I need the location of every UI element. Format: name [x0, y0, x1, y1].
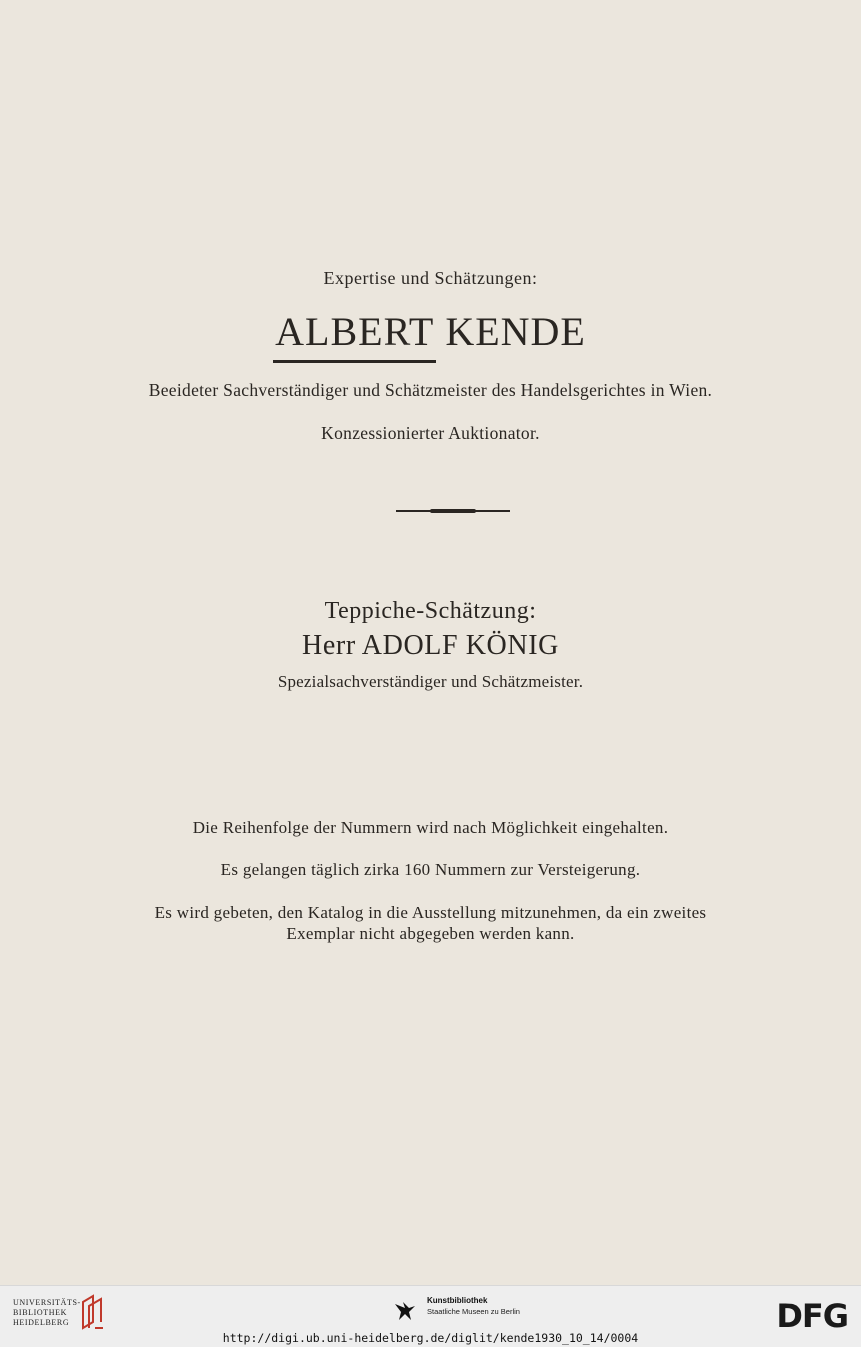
order-note: Die Reihenfolge der Nummern wird nach Möglichkeit eingehalten. [192, 818, 669, 837]
university-library-label [13, 1298, 81, 1328]
carpet-expert-role: Spezialsachverständiger und Schätzmeister. [277, 672, 584, 691]
kunstbibliothek-title: Kunstbibliothek [427, 1296, 488, 1305]
daily-lots-note: Es gelangen täglich zirka 160 Nummern zur Versteigerung. [220, 860, 641, 879]
heidelberg-library-logo-icon [79, 1294, 105, 1330]
carpet-valuation-heading: Teppiche-Schätzung: [324, 598, 537, 624]
auctioneer-last-name: KENDE [445, 309, 586, 354]
carpet-expert-name: Herr ADOLF KÖNIG [302, 630, 559, 661]
licensed-auctioneer-line: Konzessionierter Auktionator. [321, 423, 540, 443]
expertise-line: Expertise und Schätzungen: [323, 268, 538, 288]
catalog-note-line-1: Es wird gebeten, den Katalog in die Ausstellung mitzunehmen, da ein zweites [154, 903, 707, 922]
permalink-url[interactable]: http://digi.ub.uni-heidelberg.de/diglit/kende1930_10_14/0004 [222, 1331, 639, 1345]
catalog-note [0, 902, 861, 944]
kunstbibliothek-subtitle: Staatliche Museen zu Berlin [427, 1307, 520, 1316]
dfg-logo: DFG [776, 1297, 848, 1335]
catalog-note-line-2: Exemplar nicht abgegeben werden kann. [286, 924, 575, 943]
uni-label-line-1: UNIVERSITÄTS- [13, 1298, 81, 1307]
kunstbibliothek-eagle-icon [393, 1298, 419, 1324]
auctioneer-name [0, 308, 861, 359]
uni-label-line-3: HEIDELBERG [13, 1318, 70, 1327]
digitization-footer [0, 1285, 861, 1347]
auctioneer-first-name: ALBERT [275, 308, 434, 359]
uni-label-line-2: BIBLIOTHEK [13, 1308, 67, 1317]
ornamental-divider-center [430, 509, 476, 513]
sworn-expert-line: Beeideter Sachverständiger und Schätzmeister des Handelsgerichtes in Wien. [148, 380, 713, 400]
